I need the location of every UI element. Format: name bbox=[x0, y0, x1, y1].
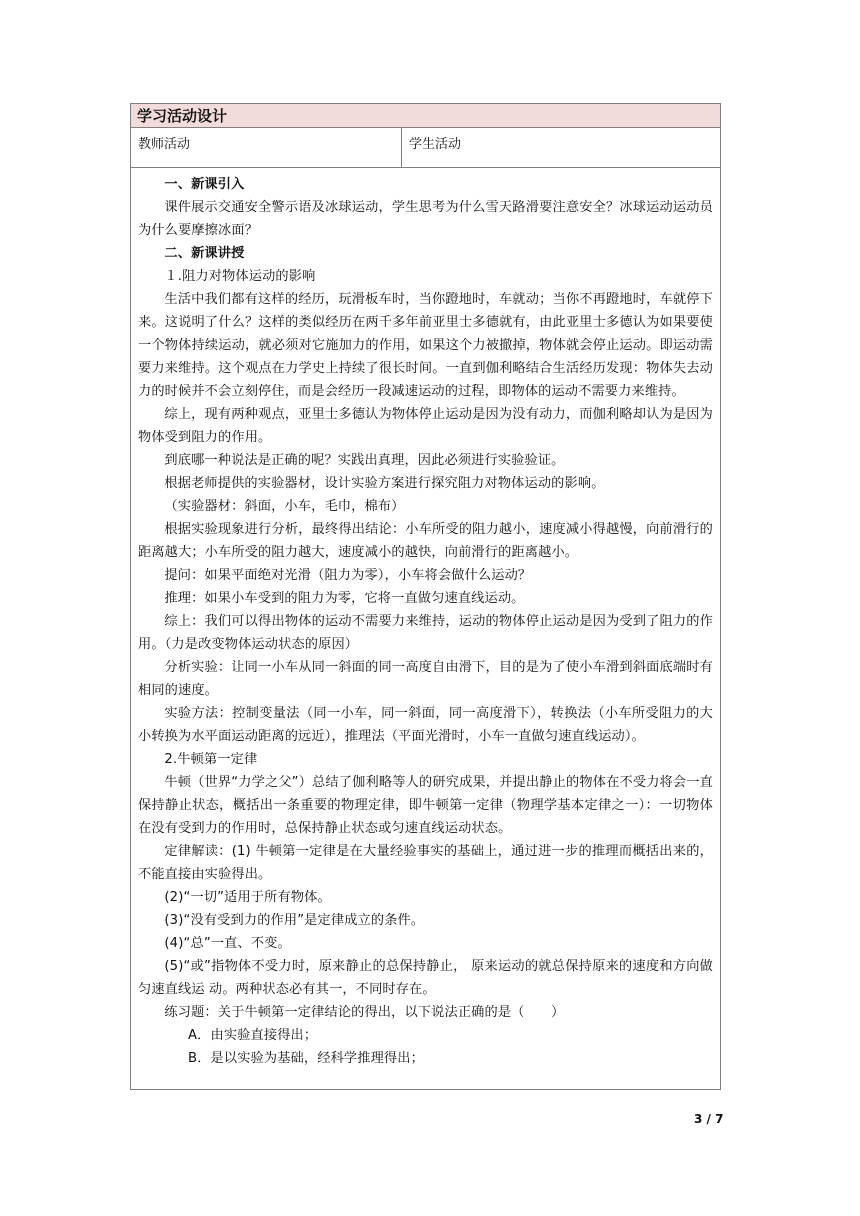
paragraph: 练习题：关于牛顿第一定律结论的得出，以下说法正确的是（ ） bbox=[164, 1005, 565, 1020]
lesson-content bbox=[131, 168, 720, 1089]
paragraph: １.阻力对物体运动的影响 bbox=[164, 269, 316, 284]
answer-option: B．是以实验为基础，经科学推理得出； bbox=[188, 1051, 424, 1066]
paragraph: (5)“或”指物体不受力时，原来静止的总保持静止， 原来运动的就总保持原来的速度和方向做匀速直线运 动。两种状态必有其一，不同时存在。 bbox=[138, 959, 713, 997]
student-activity-header: 学生活动 bbox=[409, 137, 462, 152]
paragraph: 分析实验：让同一小车从同一斜面的同一高度自由滑下，目的是为了使小车滑到斜面底端时有相同的速度。 bbox=[138, 660, 713, 698]
paragraph: 提问：如果平面绝对光滑（阻力为零），小车将会做什么运动？ bbox=[164, 568, 532, 583]
paragraph: 根据实验现象进行分析，最终得出结论：小车所受的阻力越小，速度减小得越慢，向前滑行的距离越大；小车所受的阻力越大，速度减小的越快，向前滑行的距离越小。 bbox=[138, 522, 713, 560]
paragraph: 综上：我们可以得出物体的运动不需要力来维持，运动的物体停止运动是因为受到了阻力的作用。（力是改变物体运动状态的原因） bbox=[138, 614, 713, 652]
paragraph: 实验方法：控制变量法（同一小车，同一斜面，同一高度滑下），转换法（小车所受阻力的大小转换为水平面运动距离的远近），推理法（平面光滑时，小车一直做匀速直线运动）。 bbox=[138, 706, 713, 744]
table-header: 学习活动设计 bbox=[131, 104, 720, 128]
section-heading: 一、新课引入 bbox=[164, 177, 245, 192]
lesson-table bbox=[130, 103, 721, 1090]
paragraph: 推理：如果小车受到的阻力为零，它将一直做匀速直线运动。 bbox=[164, 591, 525, 606]
teacher-activity-header: 教师活动 bbox=[131, 128, 402, 167]
paragraph: (4)“总”一直、不变。 bbox=[164, 936, 291, 951]
paragraph: 定律解读：(1) 牛顿第一定律是在大量经验事实的基础上，通过进一步的推理而概括出来的，不能直接由实验得出。 bbox=[138, 844, 713, 882]
section-heading: 二、新课讲授 bbox=[164, 246, 245, 261]
paragraph: (2)“一切”适用于所有物体。 bbox=[164, 890, 331, 905]
paragraph: (3)“没有受到力的作用”是定律成立的条件。 bbox=[164, 913, 425, 928]
page-number: 3 / 7 bbox=[694, 1112, 724, 1126]
column-headers bbox=[131, 128, 720, 168]
paragraph: 2.牛顿第一定律 bbox=[164, 752, 258, 767]
paragraph: 到底哪一种说法是正确的呢？实践出真理，因此必须进行实验验证。 bbox=[164, 453, 565, 468]
paragraph: 课件展示交通安全警示语及冰球运动，学生思考为什么雪天路滑要注意安全？冰球运动运动员为什么要摩擦冰面？ bbox=[138, 200, 713, 238]
paragraph: 综上，现有两种观点，亚里士多德认为物体停止运动是因为没有动力，而伽利略却认为是因为物体受到阻力的作用。 bbox=[138, 407, 713, 445]
answer-option: A．由实验直接得出； bbox=[188, 1028, 318, 1043]
paragraph: 根据老师提供的实验器材，设计实验方案进行探究阻力对物体运动的影响。 bbox=[164, 476, 605, 491]
paragraph: （实验器材：斜面，小车，毛巾，棉布） bbox=[164, 499, 405, 514]
paragraph: 牛顿（世界“力学之父”）总结了伽利略等人的研究成果，并提出静止的物体在不受力将会一直保持静止状态，概括出一条重要的物理定律，即牛顿第一定律（物理学基本定律之一）：一切物体在没有受到力的作用时，总保持静止状态或匀速直线运动状态。 bbox=[138, 775, 713, 836]
paragraph: 生活中我们都有这样的经历，玩滑板车时，当你蹬地时，车就动；当你不再蹬地时，车就停下来。这说明了什么？这样的类似经历在两千多年前亚里士多德就有，由此亚里士多德认为如果要使一个物体持续运动，就必须对它施加力的作用，如果这个力被撤掉，物体就会停止运动。即运动需要力来维持。这个观点在力学史上持续了很长时间。一直到伽利略结合生活经历发现：物体失去动力的时候并不会立刻停住，而是会经历一段减速运动的过程，即物体的运动不需要力来维持。 bbox=[138, 292, 713, 399]
